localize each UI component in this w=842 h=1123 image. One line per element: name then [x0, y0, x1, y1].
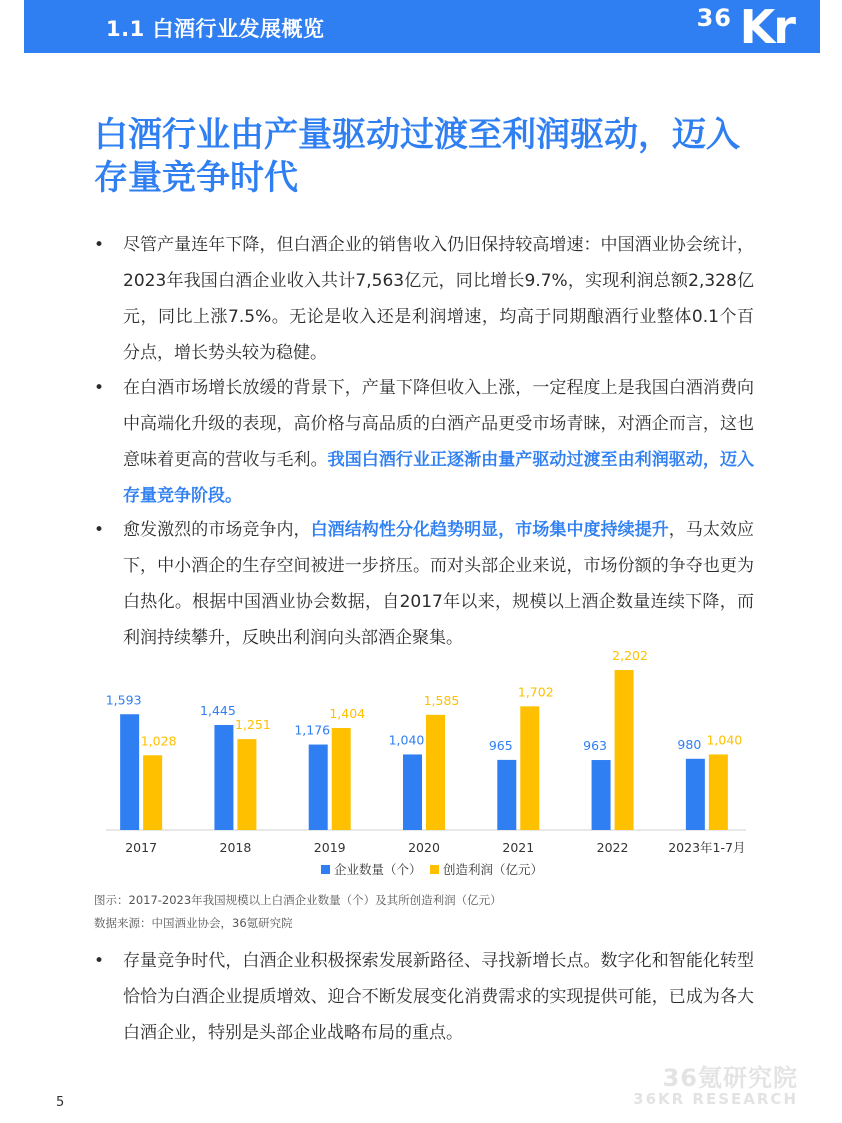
x-tick-label-4: 2021 — [502, 840, 535, 855]
paragraph-text — [123, 512, 754, 656]
figure-caption: 图示：2017-2023年我国规模以上白酒企业数量（个）及其所创造利润（亿元） — [94, 893, 502, 907]
x-tick-label-6: 2023年1-7月 — [668, 840, 746, 855]
data-label-enterprise-count-4: 965 — [488, 737, 513, 753]
bar-profit-0 — [143, 755, 162, 830]
x-tick-label-0: 2017 — [125, 840, 158, 855]
legend-swatch-profit — [430, 865, 439, 874]
data-label-enterprise-count-3: 1,040 — [388, 732, 425, 748]
data-label-enterprise-count-1: 1,445 — [200, 703, 236, 719]
paragraph-highlight: 白酒结构性分化趋势明显，市场集中度持续提升 — [310, 520, 669, 540]
legend-swatch-enterprise-count — [321, 865, 330, 874]
x-tick-label-1: 2018 — [219, 840, 252, 855]
data-label-enterprise-count-6: 980 — [677, 736, 702, 752]
data-label-enterprise-count-5: 963 — [583, 738, 608, 754]
source-caption: 数据来源：中国酒业协会，36氪研究院 — [94, 916, 293, 930]
paragraph-highlight: 我国白酒行业正逐渐由量产驱动过渡至由利润驱动，迈入存量竞争阶段。 — [123, 450, 755, 506]
bullet: • — [94, 235, 105, 255]
paragraph-text: 尽管产量连年下降，但白酒企业的销售收入仍旧保持较高增速：中国酒业协会统计，2023年我国白酒企业收入共计7,563亿元，同比增长9.7%，实现利润总额2,328亿元，同比上涨7.5%。无论是收入还是利润增速，均高于同期酿酒行业整体0.1个百分点，增长势头较为稳健。 — [123, 235, 754, 363]
data-label-profit-6: 1,040 — [706, 732, 743, 748]
bar-enterprise-count-5 — [592, 760, 611, 830]
header-bar — [24, 0, 820, 53]
watermark-en: 36KR RESEARCH — [633, 1090, 798, 1108]
bar-profit-2 — [332, 728, 351, 830]
x-tick-label-5: 2022 — [596, 840, 629, 855]
bar-profit-3 — [426, 715, 445, 830]
paragraph-2 — [94, 370, 754, 514]
data-label-profit-4: 1,702 — [517, 684, 554, 700]
bar-enterprise-count-2 — [309, 745, 328, 830]
bullet: • — [94, 378, 105, 398]
bar-profit-6 — [709, 754, 728, 830]
bar-enterprise-count-1 — [214, 725, 233, 830]
watermark-cn: 36氪研究院 — [662, 1064, 798, 1092]
data-label-profit-0: 1,028 — [140, 733, 177, 749]
logo-kr: Kr — [739, 0, 794, 54]
paragraph-3 — [94, 512, 754, 656]
section-title: 1.1 白酒行业发展概览 — [106, 17, 325, 41]
data-label-profit-2: 1,404 — [329, 705, 366, 721]
bar-profit-5 — [615, 670, 634, 830]
data-label-profit-3: 1,585 — [423, 692, 460, 708]
page-number: 5 — [56, 1095, 65, 1110]
paragraph-text-a: 在白酒市场增长放缓的背景下，产量下降但收入上涨，一定程度上是我国白酒消费向中高端化升级的表现，高价格与高品质的白酒产品更受市场青睐，对酒企而言，这也意味着更高的营收与毛利。 — [123, 378, 754, 470]
data-label-enterprise-count-2: 1,176 — [294, 722, 331, 738]
data-label-profit-5: 2,202 — [612, 648, 648, 663]
bar-enterprise-count-6 — [686, 759, 705, 830]
bar-enterprise-count-0 — [120, 714, 139, 830]
paragraph-4 — [94, 943, 754, 1051]
data-label-profit-1: 1,251 — [235, 717, 271, 733]
paragraph-1 — [94, 227, 754, 371]
bar-chart — [94, 640, 754, 885]
bullet: • — [94, 951, 105, 971]
x-tick-label-3: 2020 — [408, 840, 440, 855]
bar-enterprise-count-3 — [403, 754, 422, 830]
legend-label-profit: 创造利润（亿元） — [443, 862, 544, 877]
paragraph-text-b: ，马太效应下，中小酒企的生存空间被进一步挤压。而对头部企业来说，市场份额的争夺也更为白热化。根据中国酒业协会数据，自2017年以来，规模以上酒企数量连续下降，而利润持续攀升，反映出利润向头部酒企聚集。 — [123, 520, 755, 648]
paragraph-text: 存量竞争时代，白酒企业积极探索发展新路径、寻找新增长点。数字化和智能化转型恰恰为白酒企业提质增效、迎合不断发展变化消费需求的实现提供可能，已成为各大白酒企业，特别是头部企业战略布局的重点。 — [123, 951, 754, 1043]
paragraph-text-a: 愈发激烈的市场竞争内， — [123, 520, 311, 540]
x-tick-label-2: 2019 — [313, 840, 346, 855]
bar-profit-4 — [520, 706, 539, 830]
paragraph-text — [123, 370, 754, 514]
bar-profit-1 — [237, 739, 256, 830]
legend-label-enterprise-count: 企业数量（个） — [334, 862, 422, 877]
logo-36: 36 — [696, 4, 732, 32]
bar-enterprise-count-4 — [497, 760, 516, 830]
headline: 白酒行业由产量驱动过渡至利润驱动，迈入存量竞争时代 — [94, 115, 740, 198]
data-label-enterprise-count-0: 1,593 — [105, 692, 142, 708]
bullet: • — [94, 520, 105, 540]
